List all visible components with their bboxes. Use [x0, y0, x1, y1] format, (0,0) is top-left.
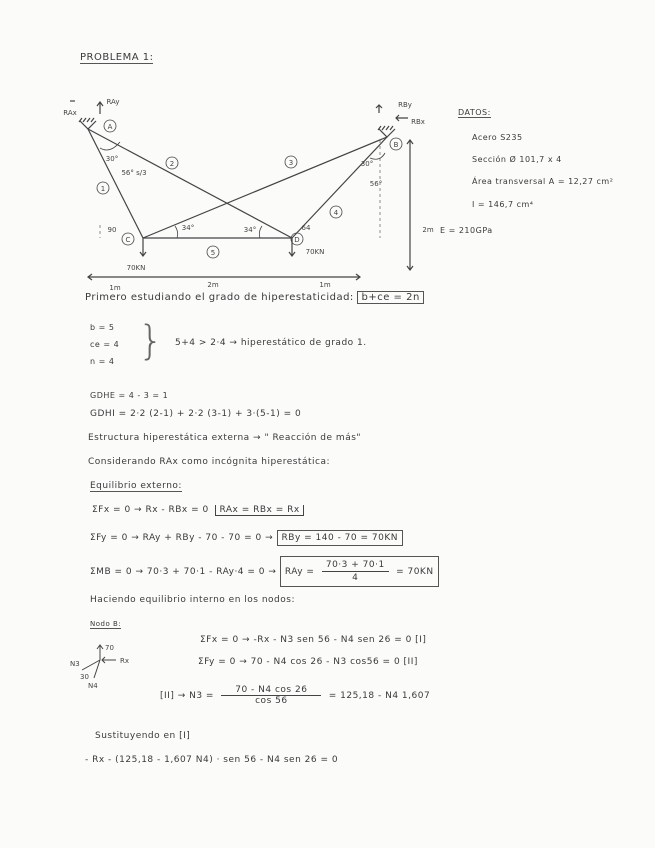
- dim-3: 1m: [319, 281, 331, 289]
- force-rx: Rx: [120, 657, 130, 665]
- force-n4: N4: [88, 682, 98, 690]
- force-n3: N3: [70, 660, 80, 668]
- ray-result: = 70KN: [396, 567, 434, 577]
- truss-diagram: [0, 0, 655, 300]
- angle-30: 30: [80, 673, 89, 681]
- eq-mb-box: [280, 556, 439, 587]
- eq-mb-text: ΣMB = 0 → 70·3 + 70·1 - RAy·4 = 0 →: [90, 567, 277, 577]
- numerator: 70·3 + 70·1: [322, 559, 389, 572]
- nodo-fx: ΣFx = 0 → -Rx - N3 sen 56 - N4 sen 26 = 0 [I]: [200, 635, 427, 645]
- rax-label: RAx: [63, 109, 77, 117]
- line-hiperestatico: 5+4 > 2·4 → hiperestático de grado 1.: [175, 338, 367, 348]
- node-a-label: A: [107, 123, 113, 131]
- angle-b30: 30°: [360, 160, 374, 168]
- load-c: 70KN: [126, 264, 146, 272]
- angle-d34: 34°: [243, 226, 257, 234]
- bar-2: [88, 129, 292, 238]
- eq-fy-text: ΣFy = 0 → RAy + RBy - 70 - 70 = 0 →: [90, 533, 274, 543]
- b-value: b = 5: [90, 323, 115, 332]
- eq-fx-text: ΣFx = 0 → Rx - RBx = 0: [92, 505, 209, 515]
- angle-c90: 90: [107, 226, 117, 234]
- datos-title: DATOS:: [458, 108, 491, 117]
- gdhe: GDHE = 4 - 3 = 1: [90, 391, 169, 400]
- node-c-label: C: [125, 236, 131, 244]
- line-estructura: Estructura hiperestática externa → " Reacción de más": [88, 433, 362, 443]
- nodo-fy: ΣFy = 0 → 70 - N4 cos 26 - N3 cos56 = 0 [II]: [198, 657, 418, 667]
- angle-a56: 56° s/3: [121, 169, 147, 177]
- angle-a30: 30°: [105, 155, 119, 163]
- angle-c34: 34°: [181, 224, 195, 232]
- line-haciendo: Haciendo equilibrio interno en los nodos:: [90, 595, 295, 605]
- formula-box: b+ce = 2n: [357, 291, 423, 304]
- text: Primero estudiando el grado de hiperestaticidad:: [85, 292, 354, 303]
- dim-2: 2m: [207, 281, 219, 289]
- eq-fx-box: RAx = RBx = Rx: [215, 505, 303, 516]
- bar-4-label: 4: [333, 209, 339, 217]
- line-grado: [85, 292, 424, 303]
- line-sustituyendo: Sustituyendo en [I]: [95, 731, 191, 741]
- gdhi: GDHI = 2·2 (2-1) + 2·2 (3-1) + 3·(5-1) = 0: [90, 409, 302, 419]
- force-70: 70: [105, 644, 114, 652]
- support-b: [378, 126, 395, 137]
- eq-mb: [90, 556, 439, 587]
- ray-fraction: [322, 559, 389, 584]
- n3-equation: [160, 685, 430, 706]
- load-d: 70KN: [305, 248, 325, 256]
- n3-lhs: [II] → N3 =: [160, 691, 214, 701]
- final-equation: - Rx - (125,18 - 1,607 N4) · sen 56 - N4 sen 26 = 0: [85, 755, 339, 765]
- bar-2-label: 2: [169, 160, 175, 168]
- datos-acero: Acero S235: [472, 133, 523, 142]
- rbx-label: RBx: [411, 118, 425, 126]
- eq-fx: [92, 505, 304, 515]
- bar-5-label: 5: [210, 249, 216, 257]
- denominator: 4: [352, 573, 359, 583]
- bar-1-label: 1: [100, 185, 106, 193]
- line-considerando: Considerando RAx como incógnita hiperestática:: [88, 457, 330, 467]
- datos-seccion: Sección Ø 101,7 x 4: [472, 155, 562, 164]
- support-a: [79, 118, 96, 129]
- n3-result: = 125,18 - N4 1,607: [328, 691, 431, 701]
- equilibrio-externo-title: Equilibrio externo:: [90, 481, 182, 491]
- angle-d64: 64: [301, 224, 311, 232]
- eq-fy-box: RBy = 140 - 70 = 70KN: [277, 530, 403, 546]
- brace: }: [138, 318, 164, 364]
- eq-fy: [90, 533, 403, 543]
- dim-1: 1m: [109, 284, 121, 292]
- datos-inercia: I = 146,7 cm⁴: [472, 200, 534, 209]
- ray-label: RAy: [106, 98, 120, 106]
- node-d-label: D: [294, 236, 300, 244]
- ray-lhs: RAy =: [284, 567, 315, 577]
- ce-value: ce = 4: [90, 340, 120, 349]
- bar-1: [88, 129, 143, 238]
- bar-3: [143, 137, 387, 238]
- n3-fraction: [221, 685, 321, 706]
- dim-height: 2m: [422, 226, 434, 234]
- datos-e: E = 210GPa: [440, 226, 493, 235]
- n-value: n = 4: [90, 357, 115, 366]
- angle-b56: 56°: [369, 180, 383, 188]
- denominator: cos 56: [255, 696, 288, 706]
- datos-area: Área transversal A = 12,27 cm²: [472, 177, 614, 186]
- numerator: 70 - N4 cos 26: [221, 685, 321, 696]
- bar-3-label: 3: [288, 159, 294, 167]
- rby-label: RBy: [398, 101, 412, 109]
- nodo-b-title: Nodo B:: [90, 620, 122, 628]
- problem-title: PROBLEMA 1:: [80, 52, 154, 63]
- node-b-label: B: [393, 141, 399, 149]
